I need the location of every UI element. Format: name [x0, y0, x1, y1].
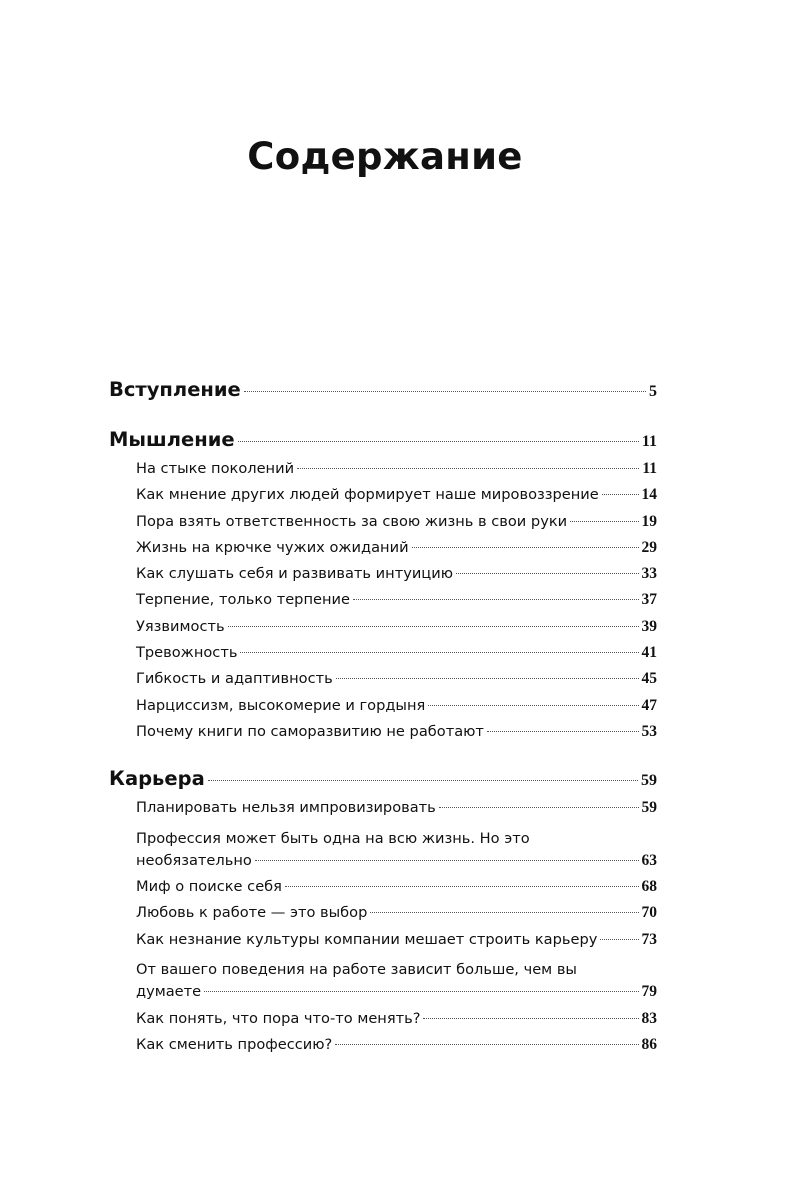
entry-title: Планировать нельзя импровизировать [136, 799, 436, 817]
entry-title: Как незнание культуры компании мешает строить карьеру [136, 930, 598, 948]
dot-leader [423, 1018, 638, 1019]
entry-title-line1: Профессия может быть одна на всю жизнь. Но это [136, 829, 530, 847]
dot-leader [240, 652, 638, 653]
entry-title: Жизнь на крючке чужих ожиданий [136, 538, 409, 556]
dot-leader [336, 678, 639, 679]
entry-title: Гибкость и адаптивность [136, 670, 333, 688]
page-title: Содержание [247, 135, 523, 178]
dot-leader [439, 807, 639, 808]
toc-entry-multiline[interactable] [136, 826, 657, 879]
entry-title: думаете [136, 983, 202, 1001]
dot-leader [456, 573, 638, 574]
toc-entry-multiline[interactable] [136, 957, 657, 1010]
toc-entry[interactable] [136, 460, 657, 486]
toc-entry-last-line [136, 983, 657, 1009]
entry-title: Уязвимость [136, 617, 225, 635]
toc-entry[interactable] [136, 878, 657, 904]
dot-leader [412, 547, 639, 548]
dot-leader [570, 521, 638, 522]
entry-title: Как понять, что пора что-то менять? [136, 1009, 421, 1027]
page-number: 59 [641, 772, 657, 790]
entry-title: Как слушать себя и развивать интуицию [136, 565, 454, 583]
toc-entry[interactable] [136, 723, 657, 749]
page-number: 45 [641, 670, 657, 688]
dot-leader [370, 912, 638, 913]
toc-entry[interactable] [136, 591, 657, 617]
entry-title: необязательно [136, 851, 252, 869]
dot-leader [208, 780, 638, 781]
entry-title: Терпение, только терпение [136, 591, 350, 609]
toc-section-heading[interactable] [109, 767, 657, 799]
page-number: 29 [641, 538, 657, 556]
page-number: 41 [641, 644, 657, 662]
entry-title: Миф о поиске себя [136, 878, 282, 896]
section-title: Карьера [109, 767, 205, 791]
dot-leader [285, 886, 639, 887]
dot-leader [335, 1044, 638, 1045]
toc-entry[interactable] [136, 670, 657, 696]
dot-leader [297, 468, 639, 469]
entry-title: Нарциссизм, высокомерие и гордыня [136, 696, 426, 714]
section-title: Мышление [109, 428, 235, 451]
toc-section-career [109, 767, 657, 1062]
page-number: 59 [641, 799, 657, 817]
toc-entry[interactable] [136, 697, 657, 723]
dot-leader [487, 731, 639, 732]
toc-entry[interactable] [136, 618, 657, 644]
table-of-contents [109, 378, 657, 1080]
dot-leader [204, 991, 638, 992]
entry-title: Любовь к работе — это выбор [136, 904, 368, 922]
page-number: 5 [649, 383, 657, 400]
section-title: Вступление [109, 378, 241, 401]
page-number: 86 [641, 1035, 657, 1053]
entry-title: Пора взять ответственность за свою жизнь в свои руки [136, 512, 568, 530]
page-number: 70 [641, 904, 657, 922]
entry-title: Тревожность [136, 644, 238, 662]
page-number: 63 [641, 851, 657, 869]
dot-leader [600, 939, 638, 940]
dot-leader [228, 626, 639, 627]
page-number: 79 [641, 983, 657, 1001]
toc-entry[interactable] [136, 513, 657, 539]
dot-leader [602, 494, 639, 495]
toc-entry[interactable] [136, 931, 657, 957]
toc-section-introduction [109, 378, 657, 410]
entry-title: Как мнение других людей формирует наше мировоззрение [136, 486, 599, 504]
toc-entry[interactable] [136, 486, 657, 512]
toc-entry[interactable] [136, 565, 657, 591]
dot-leader [255, 860, 639, 861]
dot-leader [244, 391, 646, 392]
entry-title: Как сменить профессию? [136, 1035, 333, 1053]
dot-leader [428, 705, 638, 706]
dot-leader [238, 441, 639, 442]
entry-title: На стыке поколений [136, 460, 295, 477]
page-number: 83 [641, 1009, 657, 1027]
toc-subentries [136, 799, 657, 1062]
toc-entry-last-line [136, 852, 657, 878]
page-number: 68 [641, 878, 657, 896]
entry-title: Почему книги по саморазвитию не работают [136, 722, 484, 740]
toc-section-heading[interactable] [109, 428, 657, 460]
toc-entry[interactable] [136, 799, 657, 825]
page-number: 73 [641, 930, 657, 948]
page-number: 33 [641, 565, 657, 583]
page-number: 37 [641, 591, 657, 609]
toc-entry[interactable] [136, 904, 657, 930]
page-number: 11 [642, 460, 657, 477]
page-number: 11 [641, 433, 657, 450]
page-number: 14 [641, 486, 657, 504]
entry-title-line1: От вашего поведения на работе зависит больше, чем вы [136, 961, 577, 979]
toc-section-heading[interactable] [109, 378, 657, 410]
toc-entry[interactable] [136, 644, 657, 670]
toc-entry[interactable] [136, 1036, 657, 1062]
toc-section-thinking [109, 428, 657, 749]
dot-leader [353, 599, 639, 600]
toc-subentries [136, 460, 657, 749]
page-number: 47 [641, 696, 657, 714]
toc-entry[interactable] [136, 1010, 657, 1036]
page-number: 39 [641, 617, 657, 635]
toc-entry[interactable] [136, 539, 657, 565]
page-number: 19 [641, 512, 657, 530]
page-number: 53 [641, 722, 657, 740]
